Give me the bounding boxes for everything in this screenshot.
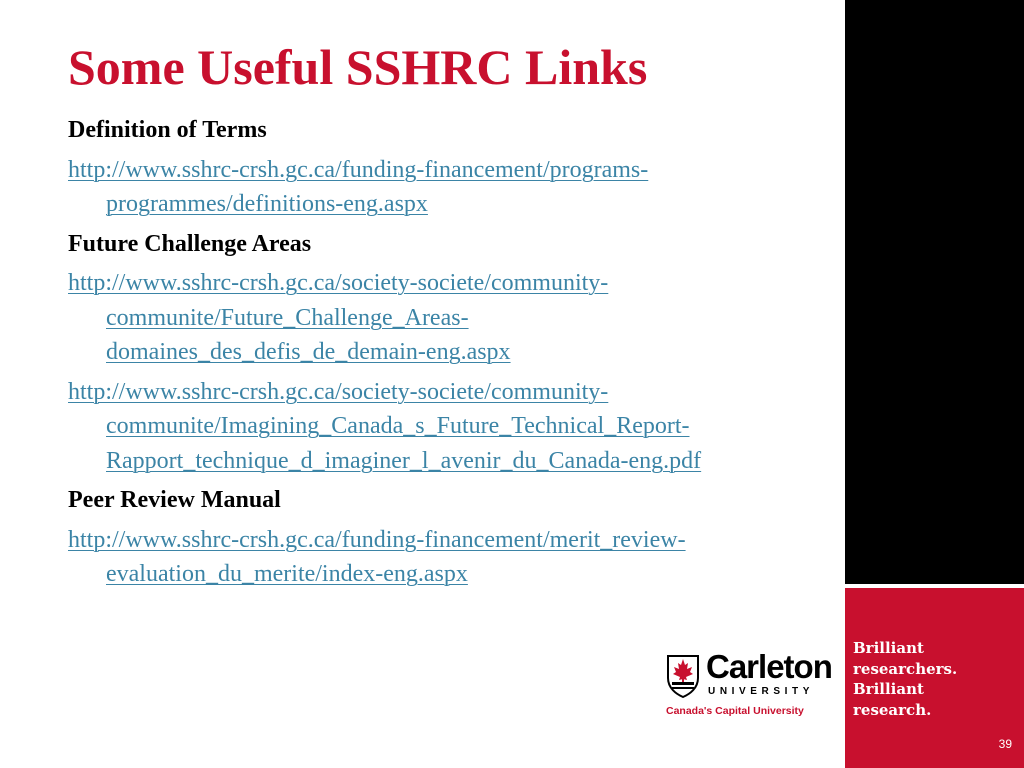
brand-tagline: [853, 638, 1018, 720]
link-imagining-canada-report[interactable]: http://www.sshrc-crsh.gc.ca/society-societe/community- communite/Imagining_Canada_s_Future_Technical_Report- Rapport_technique_d_imaginer_l_avenir_du_Canada-eng.pdf: [68, 378, 702, 474]
logo-subtitle: UNIVERSITY: [708, 686, 815, 697]
page-number: 39: [998, 737, 1012, 751]
section-heading-future-challenge-areas: Future Challenge Areas: [68, 230, 312, 257]
tagline-line: research.: [853, 700, 932, 719]
tagline-line: Brilliant: [853, 680, 924, 698]
section-heading-peer-review-manual: Peer Review Manual: [68, 487, 281, 513]
link-merit-review[interactable]: http://www.sshrc-crsh.gc.ca/funding-financement/merit_review- evaluation_du_merite/index-eng.aspx: [68, 526, 686, 587]
logo-wordmark: Carleton: [706, 648, 832, 685]
section-heading-definition-of-terms: Definition of Terms: [68, 117, 267, 143]
tagline-line: Brilliant: [853, 639, 924, 657]
logo-tagline: Canada's Capital University: [666, 705, 804, 717]
maple-leaf-shield-icon: [666, 654, 700, 698]
sidebar-black-panel: [845, 0, 1024, 584]
tagline-line: researchers.: [853, 659, 958, 678]
link-future-challenge-areas[interactable]: http://www.sshrc-crsh.gc.ca/society-societe/community- communite/Future_Challenge_Areas- domaines_des_defis_de_demain-eng.aspx: [68, 270, 609, 365]
link-definitions[interactable]: http://www.sshrc-crsh.gc.ca/funding-financement/programs- programmes/definitions-eng.aspx: [68, 156, 649, 217]
carleton-logo: [666, 650, 830, 720]
link-list: [68, 113, 838, 597]
slide-title: Some Useful SSHRC Links: [68, 39, 648, 95]
